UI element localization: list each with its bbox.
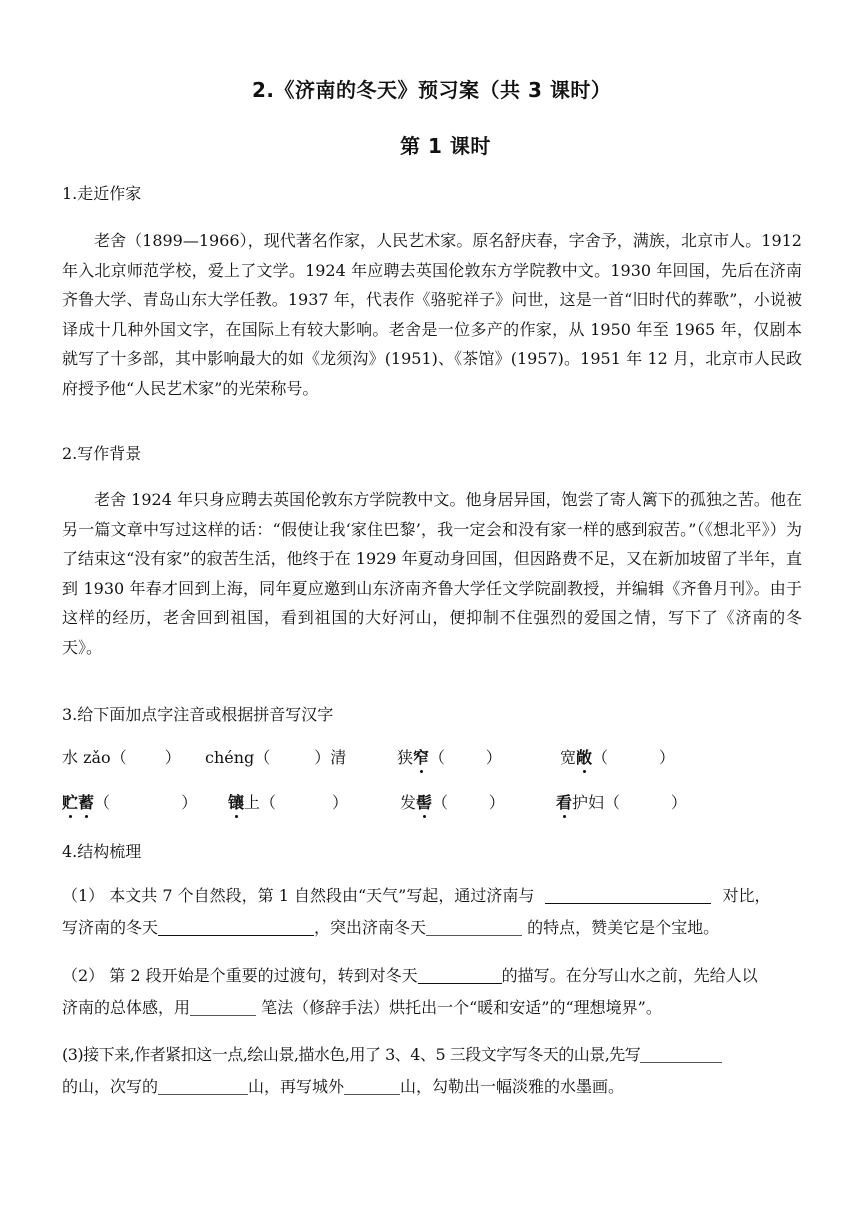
section-heading-pinyin: 3.给下面加点字注音或根据拼音写汉字 (62, 705, 334, 724)
dotted-char: 窄 (413, 745, 429, 768)
pinyin-row-1 (62, 745, 181, 768)
structure-q1-line1: （1） 本文共 7 个自然段，第 1 自然段由“天气”写起，通过济南与 对比， (62, 886, 771, 905)
structure-q3-line2: 的山，次写的 山，再写城外 山，勾勒出一幅淡雅的水墨画。 (62, 1077, 625, 1096)
section-heading-structure: 4.结构梳理 (62, 842, 142, 861)
dotted-char: 敞 (576, 745, 592, 768)
section-heading-background: 2.写作背景 (62, 444, 142, 463)
item-shui-zao: 水 zǎo（ ） (62, 748, 181, 767)
lesson-subtitle: 第 1 课时 (400, 134, 491, 158)
background-paragraph: 老舍 1924 年只身应聘去英国伦敦东方学院教中文。他身居异国，饱尝了寄人篱下的孤独之苦。他在另一篇文章中写过这样的话：“假使让我‘家住巴黎’，我一定会和没有家一样的感到寂苦。”（《想北平》）为了结束这“没有家”的寂苦生活，他终于在 1929 年夏动身回国，但因路费不足，又在新加坡留了半年，直到 1930 年春才回到上海，同年夏应邀到山东济南齐鲁大学任文学院副教授，并编辑《齐鲁月刊》。由于这样的经历，老舍回到祖国，看到祖国的大好河山，便抑制不住强烈的爱国之情，写下了《济南的冬天》。 (62, 490, 802, 657)
item-xia-zhai: 狭窄（ ） (397, 745, 502, 768)
answer-blank[interactable] (158, 919, 314, 936)
item-kuan-chang: 宽敞（ ） (560, 745, 675, 768)
dotted-char: 蓄 (78, 790, 94, 813)
item-xiang-shang: 镶上（ ） (228, 790, 348, 813)
structure-q2-line1: （2） 第 2 段开始是个重要的过渡句，转到对冬天 的描写。在分写山水之前，先给人以 (62, 966, 758, 985)
page-title: 2.《济南的冬天》预习案（共 3 课时） (252, 78, 612, 102)
answer-blank[interactable] (344, 1078, 400, 1095)
answer-blank[interactable] (426, 919, 522, 936)
section-heading-author: 1.走近作家 (62, 184, 142, 203)
item-cheng-qing: chéng（ ）清 (205, 748, 347, 767)
answer-blank[interactable] (545, 887, 711, 904)
answer-blank[interactable] (158, 1078, 248, 1095)
dotted-char: 镶 (228, 790, 244, 813)
answer-blank[interactable] (640, 1046, 722, 1063)
author-paragraph: 老舍（1899—1966），现代著名作家，人民艺术家。原名舒庆春，字舍予，满族，北京市人。1912 年入北京师范学校，爱上了文学。1924 年应聘去英国伦敦东方学院教中文。1930 年回国，先后在济南齐鲁大学、青岛山东大学任教。1937 年，代表作《骆驼祥子》问世，这是一首“旧时代的葬歌”，小说被译成十几种外国文字，在国际上有较大影响。老舍是一位多产的作家，从 1950 年至 1965 年，仅剧本就写了十多部，其中影响最大的如《龙须沟》(1951)、《茶馆》(1957)。1951 年 12 月，北京市人民政府授予他“人民艺术家”的光荣称号。 (62, 231, 802, 398)
structure-q3-line1: (3)接下来,作者紧扣这一点,绘山景,描水色,用了 3、4、5 三段文字写冬天的山景,先写 (62, 1042, 722, 1065)
answer-blank[interactable] (418, 967, 502, 984)
item-kan-hu-fu: 看护妇（ ） (556, 790, 687, 813)
structure-q1-line2: 写济南的冬天 ，突出济南冬天 的特点，赞美它是个宝地。 (62, 918, 720, 937)
answer-blank[interactable] (190, 999, 256, 1016)
item-zhu-xu: 贮蓄（ ） (62, 790, 197, 813)
structure-q2-line2: 济南的总体感，用 笔法（修辞手法）烘托出一个“暖和安适”的“理想境界”。 (62, 998, 662, 1017)
dotted-char: 髻 (416, 790, 432, 813)
item-fa-ji: 发髻（ ） (400, 790, 505, 813)
dotted-char: 看 (556, 790, 572, 813)
